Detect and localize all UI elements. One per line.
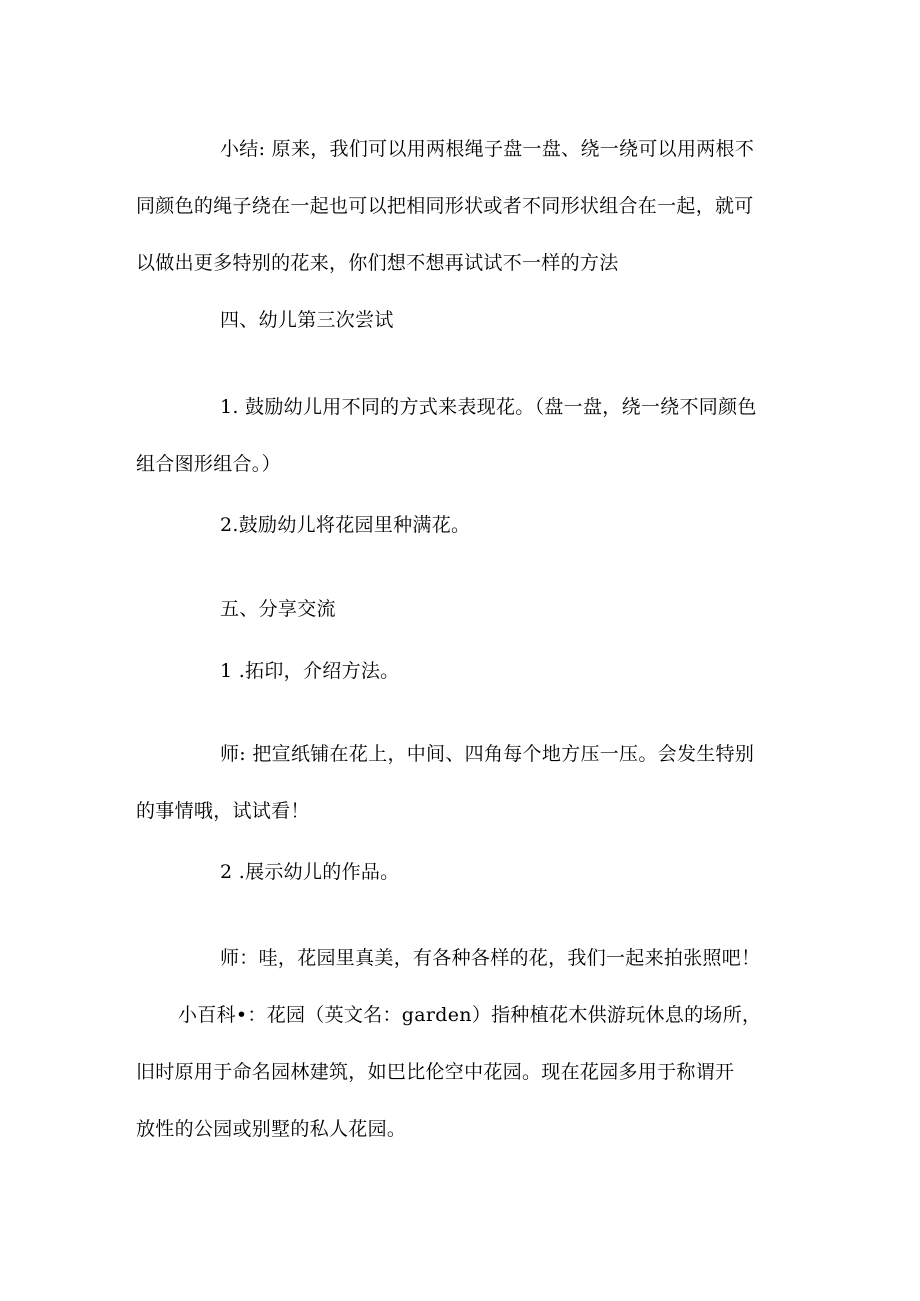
- step-2-line: 2.鼓励幼儿将花园里种满花。: [220, 514, 471, 536]
- share-item-1: 1 .拓印，介绍方法。: [220, 660, 400, 682]
- step-1-line-1: 1. 鼓励幼儿用不同的方式来表现花。（盘一盘，绕一绕不同颜色: [220, 396, 757, 418]
- teacher-closing-line: 师：哇，花园里真美，有各种各样的花，我们一起来拍张照吧！: [220, 947, 761, 969]
- section-heading-4: 四、幼儿第三次尝试: [220, 309, 394, 331]
- teacher-line-2: 的事情哦，试试看！: [136, 800, 310, 822]
- encyclopedia-line-2: 旧时原用于命名园林建筑，如巴比伦空中花园。现在花园多用于称谓开: [136, 1061, 735, 1083]
- share-item-2: 2 .展示幼儿的作品。: [220, 861, 400, 883]
- summary-line-1: 小结: 原来，我们可以用两根绳子盘一盘、绕一绕可以用两根不: [220, 138, 755, 160]
- summary-line-2: 同颜色的绳子绕在一起也可以把相同形状或者不同形状组合在一起，就可: [136, 195, 754, 217]
- section-heading-5: 五、分享交流: [220, 598, 336, 620]
- encyclopedia-line-1: 小百科•：花园（英文名：garden）指种植花木供游玩休息的场所，: [178, 1004, 762, 1026]
- encyclopedia-line-3: 放性的公园或别墅的私人花园。: [136, 1118, 407, 1140]
- teacher-line-1: 师: 把宣纸铺在花上，中间、四角每个地方压一压。会发生特别: [220, 743, 755, 765]
- step-1-line-2: 组合图形组合。）: [136, 453, 281, 475]
- summary-line-3: 以做出更多特别的花来，你们想不想再试试不一样的方法: [136, 252, 619, 274]
